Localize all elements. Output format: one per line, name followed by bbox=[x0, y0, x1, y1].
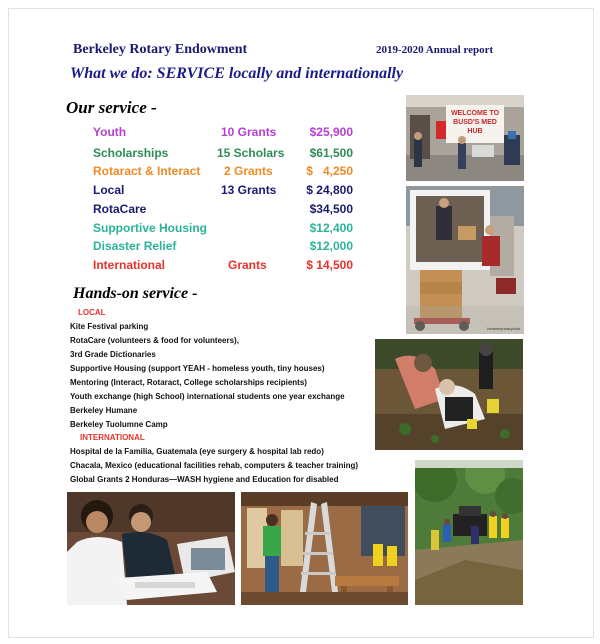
service-amount: $ 14,500 bbox=[306, 258, 353, 272]
service-row-disaster-relief bbox=[93, 239, 353, 257]
service-row-international bbox=[93, 258, 353, 276]
international-label: INTERNATIONAL bbox=[80, 433, 145, 442]
service-name: Local bbox=[93, 183, 125, 197]
service-amount: $61,500 bbox=[309, 146, 353, 160]
local-item: Supportive Housing (support YEAH - homeless youth, tiny houses) bbox=[70, 364, 325, 373]
welcome-sign-text: WELCOME TO BUSD'S MED HUB bbox=[450, 110, 500, 135]
local-item: RotaCare (volunteers & food for volunteers), bbox=[70, 336, 239, 345]
photo-truck-boxes bbox=[406, 186, 524, 334]
local-item: Berkeley Tuolumne Camp bbox=[70, 420, 168, 429]
international-item: Hospital de la Familia, Guatemala (eye surgery & hospital lab redo) bbox=[70, 447, 324, 456]
service-count: 15 Scholars bbox=[217, 146, 285, 160]
local-item: 3rd Grade Dictionaries bbox=[70, 350, 156, 359]
tagline: What we do: SERVICE locally and internationally bbox=[70, 65, 404, 82]
service-count: Grants bbox=[228, 258, 267, 272]
report-year: 2019-2020 Annual report bbox=[376, 44, 494, 56]
local-item: Youth exchange (high School) international students one year exchange bbox=[70, 392, 345, 401]
service-amount: $34,500 bbox=[309, 202, 353, 216]
photo-students-laptop bbox=[67, 492, 235, 605]
photo-ladder-rehab bbox=[241, 492, 408, 605]
service-name: Rotaract & Interact bbox=[93, 164, 201, 178]
service-name: RotaCare bbox=[93, 202, 147, 216]
org-title: Berkeley Rotary Endowment bbox=[73, 42, 248, 57]
service-row-supportive-housing bbox=[93, 221, 353, 239]
international-item: Chacala, Mexico (educational facilities rehab, computers & teacher training) bbox=[70, 461, 359, 470]
local-label: LOCAL bbox=[78, 308, 106, 317]
international-item: Global Grants 2 Honduras—WASH hygiene and Education for disabled bbox=[70, 475, 339, 484]
service-amount: $ 24,800 bbox=[306, 183, 353, 197]
photo-planting bbox=[375, 339, 523, 450]
service-count: 10 Grants bbox=[221, 125, 277, 139]
service-row-local bbox=[93, 183, 353, 201]
service-row-scholarships bbox=[93, 146, 353, 164]
service-row-rotaract bbox=[93, 164, 353, 182]
photo-disaster-road bbox=[415, 460, 523, 605]
service-name: Disaster Relief bbox=[93, 239, 177, 253]
service-row-rotacare bbox=[93, 202, 353, 220]
local-item: Kite Festival parking bbox=[70, 322, 149, 331]
local-item: Mentoring (Interact, Rotaract, College scholarships recipients) bbox=[70, 378, 307, 387]
service-name: International bbox=[93, 258, 166, 272]
hands-on-heading: Hands-on service - bbox=[73, 285, 198, 302]
service-name: Youth bbox=[93, 125, 127, 139]
our-service-heading: Our service - bbox=[66, 98, 157, 117]
photo-credit: berkeleyrotaryclub bbox=[487, 326, 520, 331]
service-count: 13 Grants bbox=[221, 183, 277, 197]
service-name: Supportive Housing bbox=[93, 221, 207, 235]
service-amount: $ 4,250 bbox=[306, 164, 353, 178]
service-amount: $25,900 bbox=[309, 125, 353, 139]
local-item: Berkeley Humane bbox=[70, 406, 138, 415]
service-row-youth bbox=[93, 125, 353, 143]
service-amount: $12,000 bbox=[309, 239, 353, 253]
photo-med-hub bbox=[406, 95, 524, 181]
service-count: 2 Grants bbox=[224, 164, 273, 178]
service-amount: $12,400 bbox=[309, 221, 353, 235]
service-name: Scholarships bbox=[93, 146, 169, 160]
